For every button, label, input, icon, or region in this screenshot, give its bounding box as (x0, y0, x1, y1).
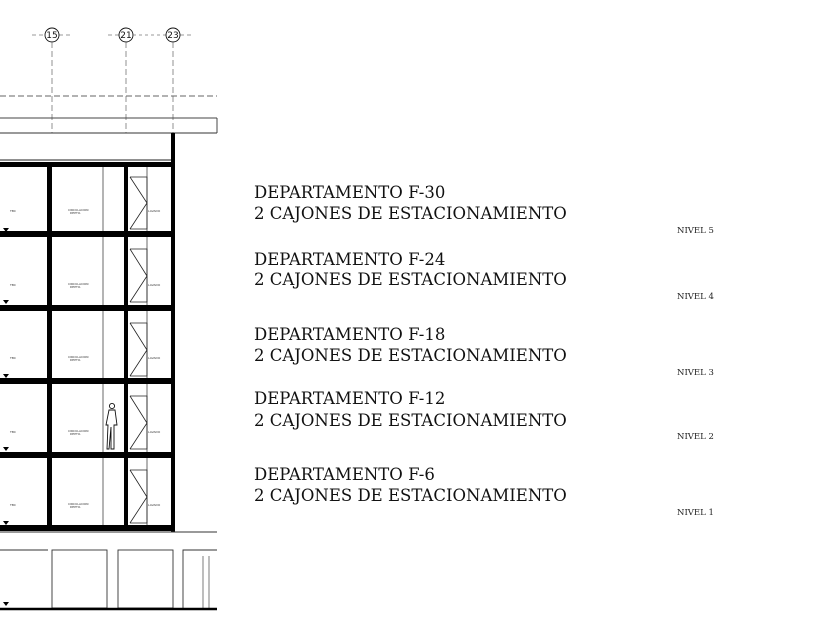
grid-marker-23 (133, 28, 192, 133)
svg-text:DEPTO.: DEPTO. (70, 285, 82, 289)
svg-text:DEPTO.: DEPTO. (70, 358, 82, 362)
parking-spaces: 2 CAJONES DE ESTACIONAMIENTO (254, 411, 567, 430)
svg-text:DEPTO.: DEPTO. (70, 211, 82, 215)
parking-spaces: 2 CAJONES DE ESTACIONAMIENTO (254, 486, 567, 505)
ground-parking-level (0, 532, 217, 609)
grid-label-15: 15 (46, 31, 58, 42)
label-group-nivel-3 (254, 325, 714, 378)
floor-5 (0, 162, 173, 237)
parking-spaces: 2 CAJONES DE ESTACIONAMIENTO (254, 346, 567, 365)
svg-text:TBC: TBC (10, 430, 16, 434)
level-label: NIVEL 4 (677, 292, 714, 302)
label-group-nivel-5 (254, 183, 714, 236)
apartment-name: DEPARTAMENTO F-30 (254, 183, 446, 202)
level-label: NIVEL 5 (677, 226, 714, 236)
level-label: NIVEL 1 (677, 508, 714, 518)
svg-text:TBC: TBC (10, 209, 16, 213)
grid-markers (32, 28, 192, 133)
floor-2 (0, 384, 173, 458)
floor-1 (0, 458, 173, 531)
roof-parapet (0, 96, 217, 160)
apartment-name: DEPARTAMENTO F-6 (254, 465, 435, 484)
svg-text:LAVADO: LAVADO (148, 503, 161, 507)
apartment-name: DEPARTAMENTO F-18 (254, 325, 446, 344)
svg-text:TBC: TBC (10, 503, 16, 507)
svg-text:LAVADO: LAVADO (148, 430, 161, 434)
svg-text:CIRCULACION: CIRCULACION (68, 502, 89, 506)
svg-text:LAVADO: LAVADO (148, 209, 161, 213)
human-scale-figure (106, 403, 117, 449)
svg-text:CIRCULACION: CIRCULACION (68, 208, 89, 212)
level-label: NIVEL 3 (677, 368, 714, 378)
apartment-labels (254, 183, 714, 518)
svg-text:TBC: TBC (10, 283, 16, 287)
svg-text:LAVADO: LAVADO (148, 356, 161, 360)
grid-label-23: 23 (167, 31, 179, 42)
floor-4 (0, 237, 173, 311)
label-group-nivel-4 (254, 250, 714, 302)
label-group-nivel-1 (254, 465, 714, 518)
grid-marker-21 (108, 28, 133, 133)
floor-3 (0, 311, 173, 384)
parking-spaces: 2 CAJONES DE ESTACIONAMIENTO (254, 204, 567, 223)
level-label: NIVEL 2 (677, 432, 714, 442)
floors (0, 162, 173, 531)
parking-spaces: 2 CAJONES DE ESTACIONAMIENTO (254, 270, 567, 289)
apartment-name: DEPARTAMENTO F-12 (254, 389, 446, 408)
svg-text:DEPTO.: DEPTO. (70, 432, 82, 436)
svg-text:LAVADO: LAVADO (148, 283, 161, 287)
label-group-nivel-2 (254, 389, 714, 442)
svg-text:CIRCULACION: CIRCULACION (68, 429, 89, 433)
svg-text:TBC: TBC (10, 356, 16, 360)
svg-text:CIRCULACION: CIRCULACION (68, 282, 89, 286)
svg-text:DEPTO.: DEPTO. (70, 505, 82, 509)
svg-text:CIRCULACION: CIRCULACION (68, 355, 89, 359)
apartment-name: DEPARTAMENTO F-24 (254, 250, 446, 269)
grid-marker-15 (32, 28, 70, 133)
grid-label-21: 21 (120, 31, 132, 42)
